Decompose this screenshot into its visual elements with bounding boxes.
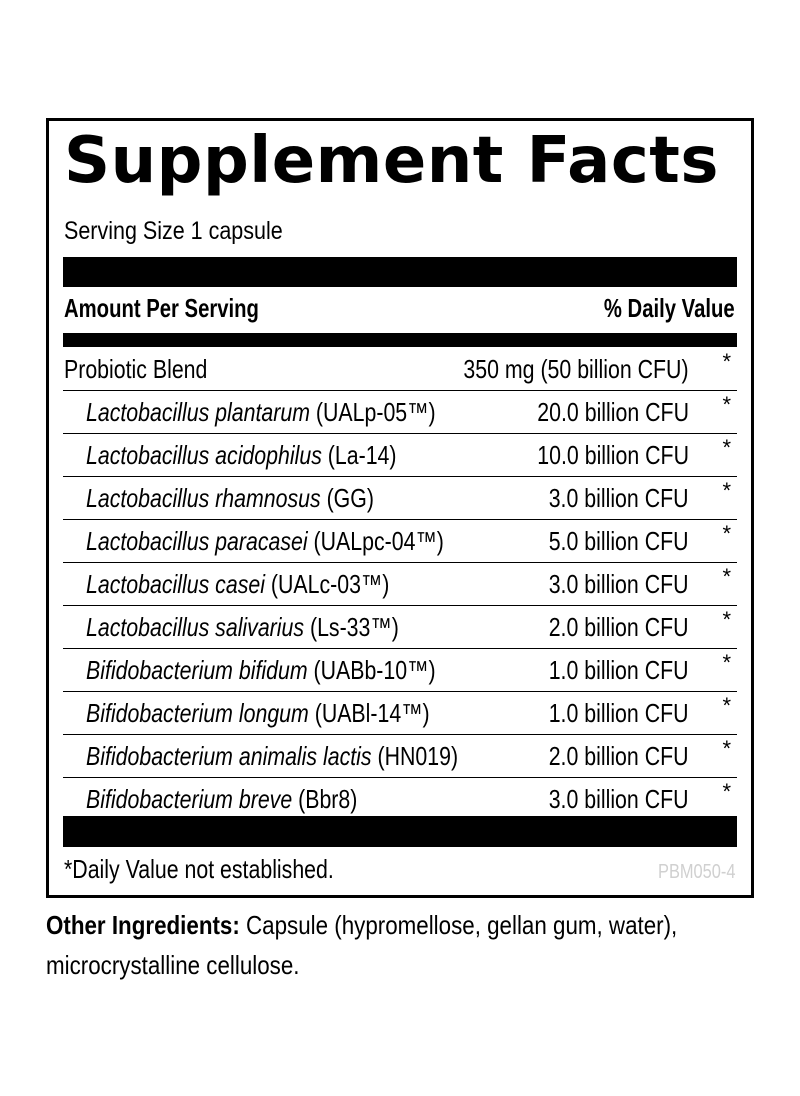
ingredient-name [86,786,357,812]
ingredient-amount: 1.0 billion CFU [549,698,689,728]
ingredient-amount: 1.0 billion CFU [549,655,689,685]
ingredient-row [63,777,737,820]
ingredient-strain: (UALp-05™) [309,397,436,427]
thick-divider-bottom [63,816,737,847]
ingredient-strain: (UALpc-04™) [307,526,444,556]
serving-size: Serving Size 1 capsule [64,217,283,245]
ingredient-dv: * [722,779,731,804]
ingredient-dv: * [722,392,731,417]
ingredient-species: Bifidobacterium animalis lactis [86,741,372,771]
thick-divider-top [63,257,737,287]
ingredient-amount: 20.0 billion CFU [537,397,689,427]
ingredient-strain: (GG) [320,483,374,513]
ingredient-row [63,648,737,692]
ingredient-row [63,476,737,520]
blend-row [63,347,737,391]
ingredient-strain: (UALc-03™) [264,569,390,599]
ingredient-name [86,399,436,425]
ingredient-row [63,734,737,778]
blend-dv: * [722,349,731,374]
ingredient-strain: (Bbr8) [292,784,358,814]
ingredient-amount: 3.0 billion CFU [549,483,689,513]
product-code: PBM050-4 [657,861,735,883]
ingredient-dv: * [722,607,731,632]
ingredient-dv: * [722,693,731,718]
ingredient-name [86,485,374,511]
ingredient-name [86,528,444,554]
ingredient-strain: (Ls-33™) [304,612,399,642]
ingredient-row [63,605,737,649]
ingredient-name [86,700,430,726]
other-ingredients [46,905,700,985]
ingredient-row [63,390,737,434]
ingredient-dv: * [722,521,731,546]
ingredient-species: Bifidobacterium bifidum [86,655,308,685]
ingredient-name [86,743,458,769]
ingredient-row [63,691,737,735]
ingredient-amount: 3.0 billion CFU [549,569,689,599]
ingredient-name [86,614,399,640]
ingredient-species: Lactobacillus acidophilus [86,440,322,470]
ingredient-amount: 10.0 billion CFU [537,440,689,470]
other-ingredients-label: Other Ingredients: [46,910,240,940]
ingredient-strain: (UABb-10™) [307,655,436,685]
daily-value-header: % Daily Value [604,293,735,323]
ingredient-amount: 3.0 billion CFU [549,784,689,814]
panel-title: Supplement Facts [64,124,719,198]
ingredient-species: Lactobacillus paracasei [86,526,308,556]
thick-divider-header [63,333,737,347]
ingredient-species: Lactobacillus plantarum [86,397,310,427]
ingredient-dv: * [722,435,731,460]
ingredient-strain: (La-14) [321,440,397,470]
ingredient-dv: * [722,564,731,589]
ingredient-name [86,657,436,683]
ingredient-row [63,562,737,606]
other-ingredients-text: Capsule (hypromellose, gellan gum, water), microcrystalline cellulose. [46,910,678,980]
blend-amount: 350 mg (50 billion CFU) [463,354,689,384]
ingredient-strain: (UABl-14™) [308,698,430,728]
ingredient-name [86,571,389,597]
ingredient-row [63,433,737,477]
supplement-facts-panel [46,118,754,898]
ingredient-species: Bifidobacterium breve [86,784,293,814]
ingredient-amount: 2.0 billion CFU [549,612,689,642]
ingredient-amount: 2.0 billion CFU [549,741,689,771]
ingredient-dv: * [722,650,731,675]
ingredient-species: Lactobacillus rhamnosus [86,483,321,513]
ingredient-species: Lactobacillus casei [86,569,265,599]
ingredient-dv: * [722,478,731,503]
daily-value-footnote: *Daily Value not established. [64,854,334,884]
ingredient-species: Bifidobacterium longum [86,698,309,728]
ingredient-species: Lactobacillus salivarius [86,612,305,642]
ingredient-name [86,442,397,468]
blend-name: Probiotic Blend [64,354,208,384]
ingredient-amount: 5.0 billion CFU [549,526,689,556]
ingredient-dv: * [722,736,731,761]
ingredient-row [63,519,737,563]
amount-per-serving-header: Amount Per Serving [64,293,259,323]
ingredient-strain: (HN019) [371,741,459,771]
